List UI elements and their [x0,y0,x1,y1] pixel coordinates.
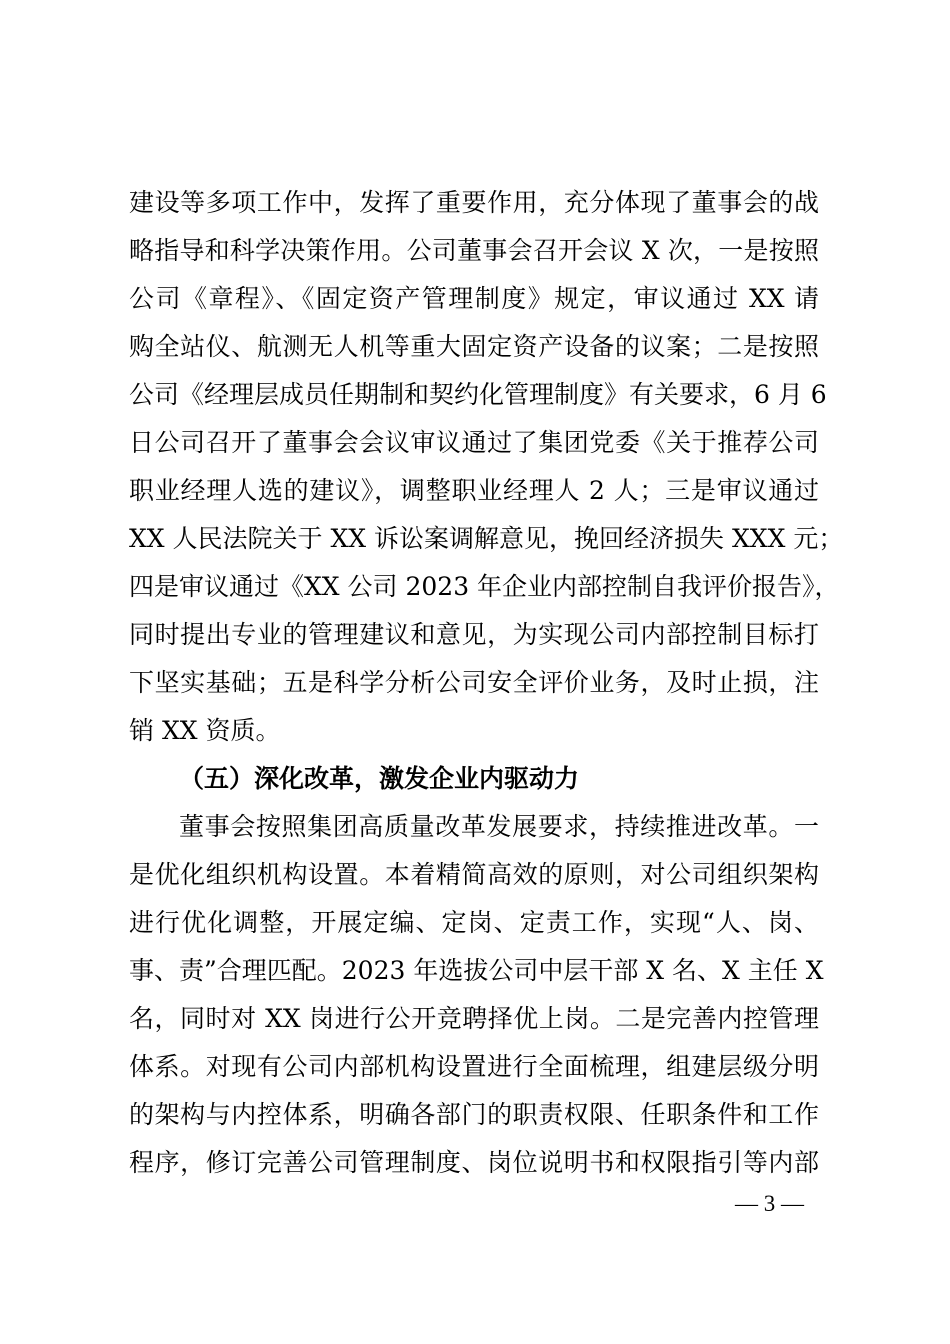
body-text-line: 职业经理人选的建议》，调整职业经理人 2 人；三是审议通过 [129,476,819,505]
body-text-line: 销 XX 资质。 [129,716,281,745]
body-text-line: 建设等多项工作中，发挥了重要作用，充分体现了董事会的战 [129,188,819,217]
body-text-line: 体系。对现有公司内部机构设置进行全面梳理，组建层级分明 [129,1052,819,1081]
body-text-line: 同时提出专业的管理建议和意见，为实现公司内部控制目标打 [129,620,819,649]
body-text-line: 的架构与内控体系，明确各部门的职责权限、任职条件和工作 [129,1100,819,1129]
body-text-line: 略指导和科学决策作用。公司董事会召开会议 X 次，一是按照 [129,236,819,265]
body-text-line: 日公司召开了董事会会议审议通过了集团党委《关于推荐公司 [129,428,819,457]
body-text-line: 事、责”合理匹配。2023 年选拔公司中层干部 X 名、X 主任 X [129,956,824,985]
page-number: — 3 — [735,1191,804,1216]
body-text-line: 公司《经理层成员任期制和契约化管理制度》有关要求，6 月 6 [129,380,827,409]
body-text-line: XX 人民法院关于 XX 诉讼案调解意见，挽回经济损失 XXX 元； [129,524,844,553]
body-text-line: 四是审议通过《XX 公司 2023 年企业内部控制自我评价报告》， [129,572,840,601]
body-text-line: 程序，修订完善公司管理制度、岗位说明书和权限指引等内部 [129,1148,819,1177]
body-text-line: 下坚实基础；五是科学分析公司安全评价业务，及时止损，注 [129,668,819,697]
body-text-line: 董事会按照集团高质量改革发展要求，持续推进改革。一 [179,812,819,841]
body-text-line: 是优化组织机构设置。本着精简高效的原则，对公司组织架构 [129,860,819,889]
body-text-line: 购全站仪、航测无人机等重大固定资产设备的议案；二是按照 [129,332,819,361]
body-text-line: 公司《章程》、《固定资产管理制度》规定，审议通过 XX 请 [129,284,819,313]
body-text-line: 进行优化调整，开展定编、定岗、定责工作，实现“人、岗、 [129,908,819,937]
section-heading: （五）深化改革，激发企业内驱动力 [179,764,580,793]
body-text-line: 名，同时对 XX 岗进行公开竞聘择优上岗。二是完善内控管理 [129,1004,819,1033]
